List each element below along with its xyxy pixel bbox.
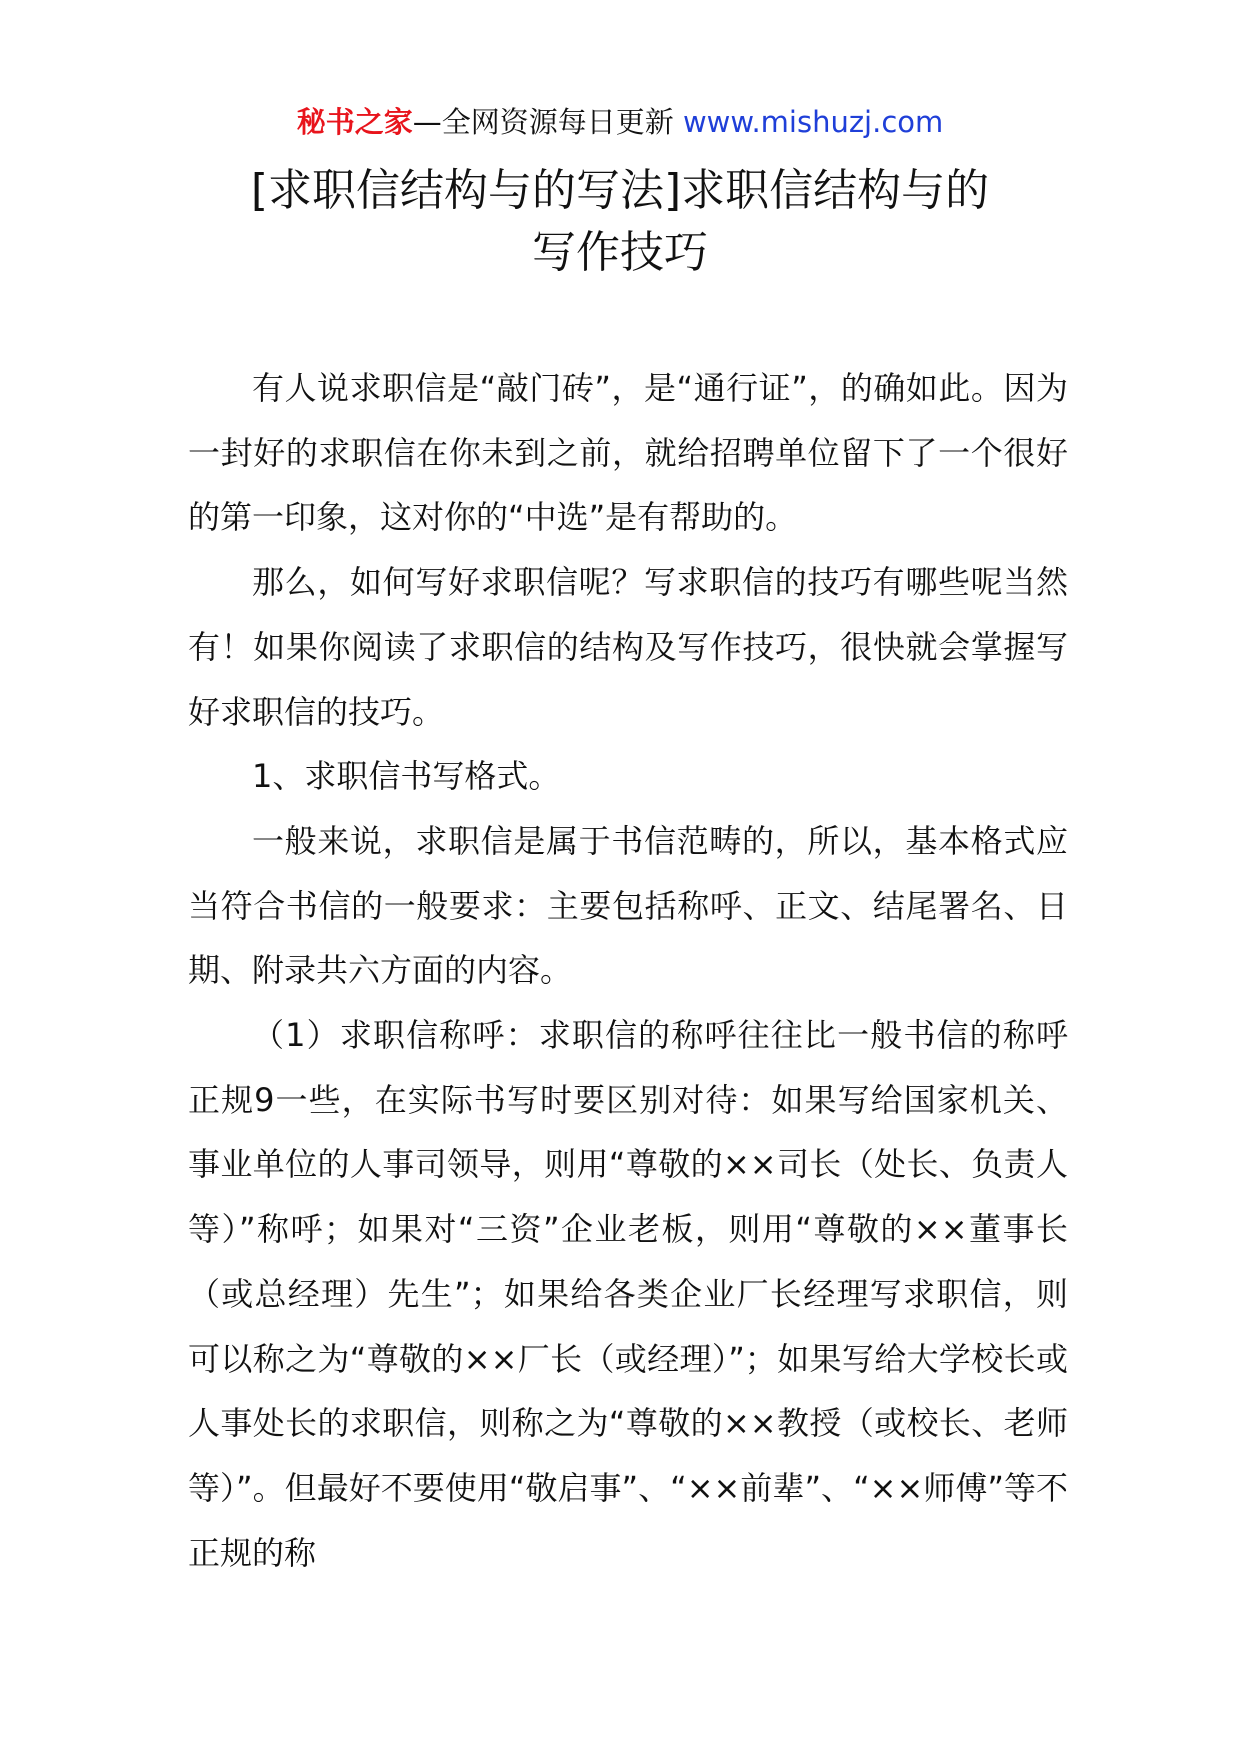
paragraph-intro: 有人说求职信是“敲门砖”，是“通行证”，的确如此。因为一封好的求职信在你未到之前，就给招聘单位留下了一个很好的第一印象，这对你的“中选”是有帮助的。 xyxy=(188,369,1068,537)
site-header xyxy=(0,102,1240,142)
site-url-link[interactable]: www.mishuzj.com xyxy=(682,105,944,139)
title-line-1: [求职信结构与的写法]求职信结构与的 xyxy=(250,165,990,216)
paragraph-format: 一般来说，求职信是属于书信范畴的，所以，基本格式应当符合书信的一般要求：主要包括称呼、正文、结尾署名、日期、附录共六方面的内容。 xyxy=(188,821,1068,990)
section-heading-format: 1、求职信书写格式。 xyxy=(252,757,561,796)
title-line-2: 写作技巧 xyxy=(532,227,708,278)
header-tagline: —全网资源每日更新 xyxy=(412,105,683,139)
document-title xyxy=(0,160,1240,284)
paragraph-salutation: （1）求职信称呼：求职信的称呼往往比一般书信的称呼正规9一些，在实际书写时要区别对待：如果写给国家机关、事业单位的人事司领导，则用“尊敬的××司长（处长、负责人等）”称呼；如果对“三资”企业老板，则用“尊敬的××董事长（或总经理）先生”；如果给各类企业厂长经理写求职信，则可以称之为“尊敬的××厂长（或经理）”；如果写给大学校长或人事处长的求职信，则称之为“尊敬的××教授（或校长、老师等）”。但最好不要使用“敬启事”、“××前辈”、“××师傅”等不正规的称 xyxy=(188,1016,1068,1572)
brand-name: 秘书之家 xyxy=(296,105,413,139)
document-body xyxy=(188,356,1068,1585)
paragraph-question: 那么，如何写好求职信呢？写求职信的技巧有哪些呢当然有！如果你阅读了求职信的结构及写作技巧，很快就会掌握写好求职信的技巧。 xyxy=(188,563,1068,731)
